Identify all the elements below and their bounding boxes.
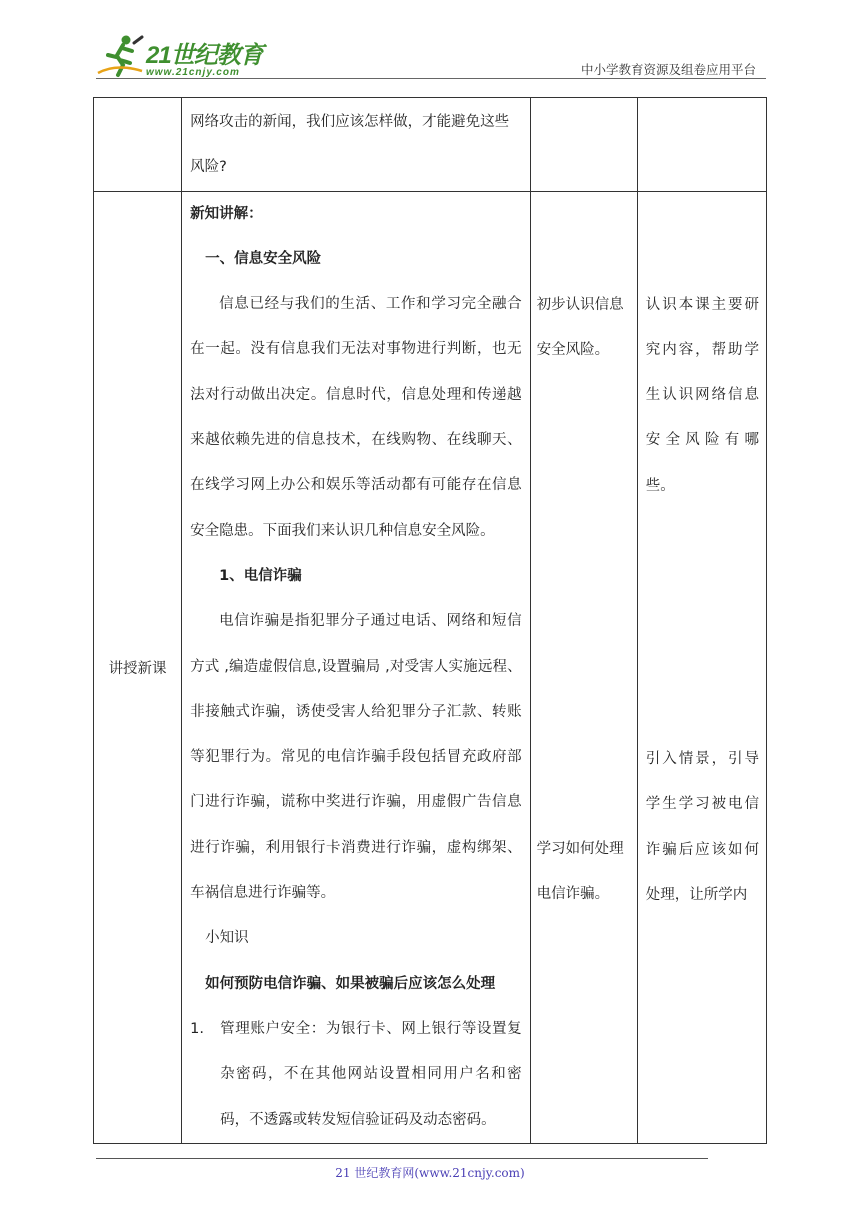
list-item — [190, 1007, 522, 1143]
table-row-new-lesson — [94, 191, 767, 1143]
table-row-intro — [94, 98, 767, 192]
logo-wordmark: 21世纪教育 — [146, 42, 263, 69]
logo-url: www.21cnjy.com — [146, 67, 240, 78]
intro-line-1: 网络攻击的新闻，我们应该怎样做，才能避免这些 — [190, 114, 510, 130]
header-tagline: 中小学教育资源及组卷应用平台 — [580, 62, 756, 77]
design-intent-1: 认识本课主要研究内容，帮助学生认识网络信息安全风险有哪些。 — [645, 296, 759, 494]
stage-label: 讲授新课 — [94, 191, 182, 1143]
stage-cell-empty — [94, 98, 182, 192]
heading-info-security-risk: 一、信息安全风险 — [205, 250, 322, 267]
page-header — [0, 0, 860, 80]
student-activity-1: 初步认识信息安全风险。 — [536, 296, 624, 358]
header-divider — [96, 78, 766, 79]
paragraph-telecom-fraud: 电信诈骗是指犯罪分子通过电话、网络和短信方式 ,编造虚假信息,设置骗局 ,对受害人实施远程、非接触式诈骗，诱使受害人给犯罪分子汇款、转账等犯罪行为。常见的电信诈骗手段包括冒充政府部门进行诈骗，谎称中奖进行诈骗，用虚假广告信息进行诈骗，利用银行卡消费进行诈骗，虚构绑架、车祸信息进行诈骗等。 — [190, 613, 522, 902]
runner-logo-icon — [96, 33, 146, 79]
heading-new-knowledge: 新知讲解： — [190, 205, 263, 222]
heading-telecom-fraud: 1、电信诈骗 — [219, 567, 302, 584]
student-activity-2: 学习如何处理电信诈骗。 — [536, 841, 624, 903]
prevention-list — [190, 1007, 522, 1143]
paragraph-info-security: 信息已经与我们的生活、工作和学习完全融合在一起。没有信息我们无法对事物进行判断，也无法对行动做出决定。信息时代，信息处理和传递越来越依赖先进的信息技术，在线购物、在线聊天、在线学习网上办公和娱乐等活动都有可能存在信息安全隐患。下面我们来认识几种信息安全风险。 — [190, 296, 522, 539]
intro-line-2: 风险? — [190, 159, 227, 176]
site-logo[interactable] — [96, 33, 266, 79]
small-tip-label: 小知识 — [205, 930, 249, 947]
teacher-activity-cell — [182, 98, 531, 192]
student-activity-cell — [530, 191, 637, 1143]
footer-text[interactable]: 21 世纪教育网(www.21cnjy.com) — [335, 1166, 525, 1180]
list-item-number: 1. — [190, 1020, 204, 1037]
student-activity-cell-empty — [530, 98, 637, 192]
design-intent-2: 引入情景，引导学生学习被电信诈骗后应该如何处理，让所学内 — [645, 751, 759, 903]
footer-divider — [96, 1158, 708, 1159]
list-item-text: 管理账户安全：为银行卡、网上银行等设置复杂密码，不在其他网站设置相同用户名和密码，不透露或转发短信验证码及动态密码。 — [220, 1020, 522, 1128]
heading-prevent-fraud: 如何预防电信诈骗、如果被骗后应该怎么处理 — [205, 975, 496, 992]
design-intent-cell-empty — [637, 98, 766, 192]
lesson-plan-table — [93, 97, 767, 1144]
design-intent-cell — [637, 191, 766, 1143]
teacher-activity-cell — [182, 191, 531, 1143]
